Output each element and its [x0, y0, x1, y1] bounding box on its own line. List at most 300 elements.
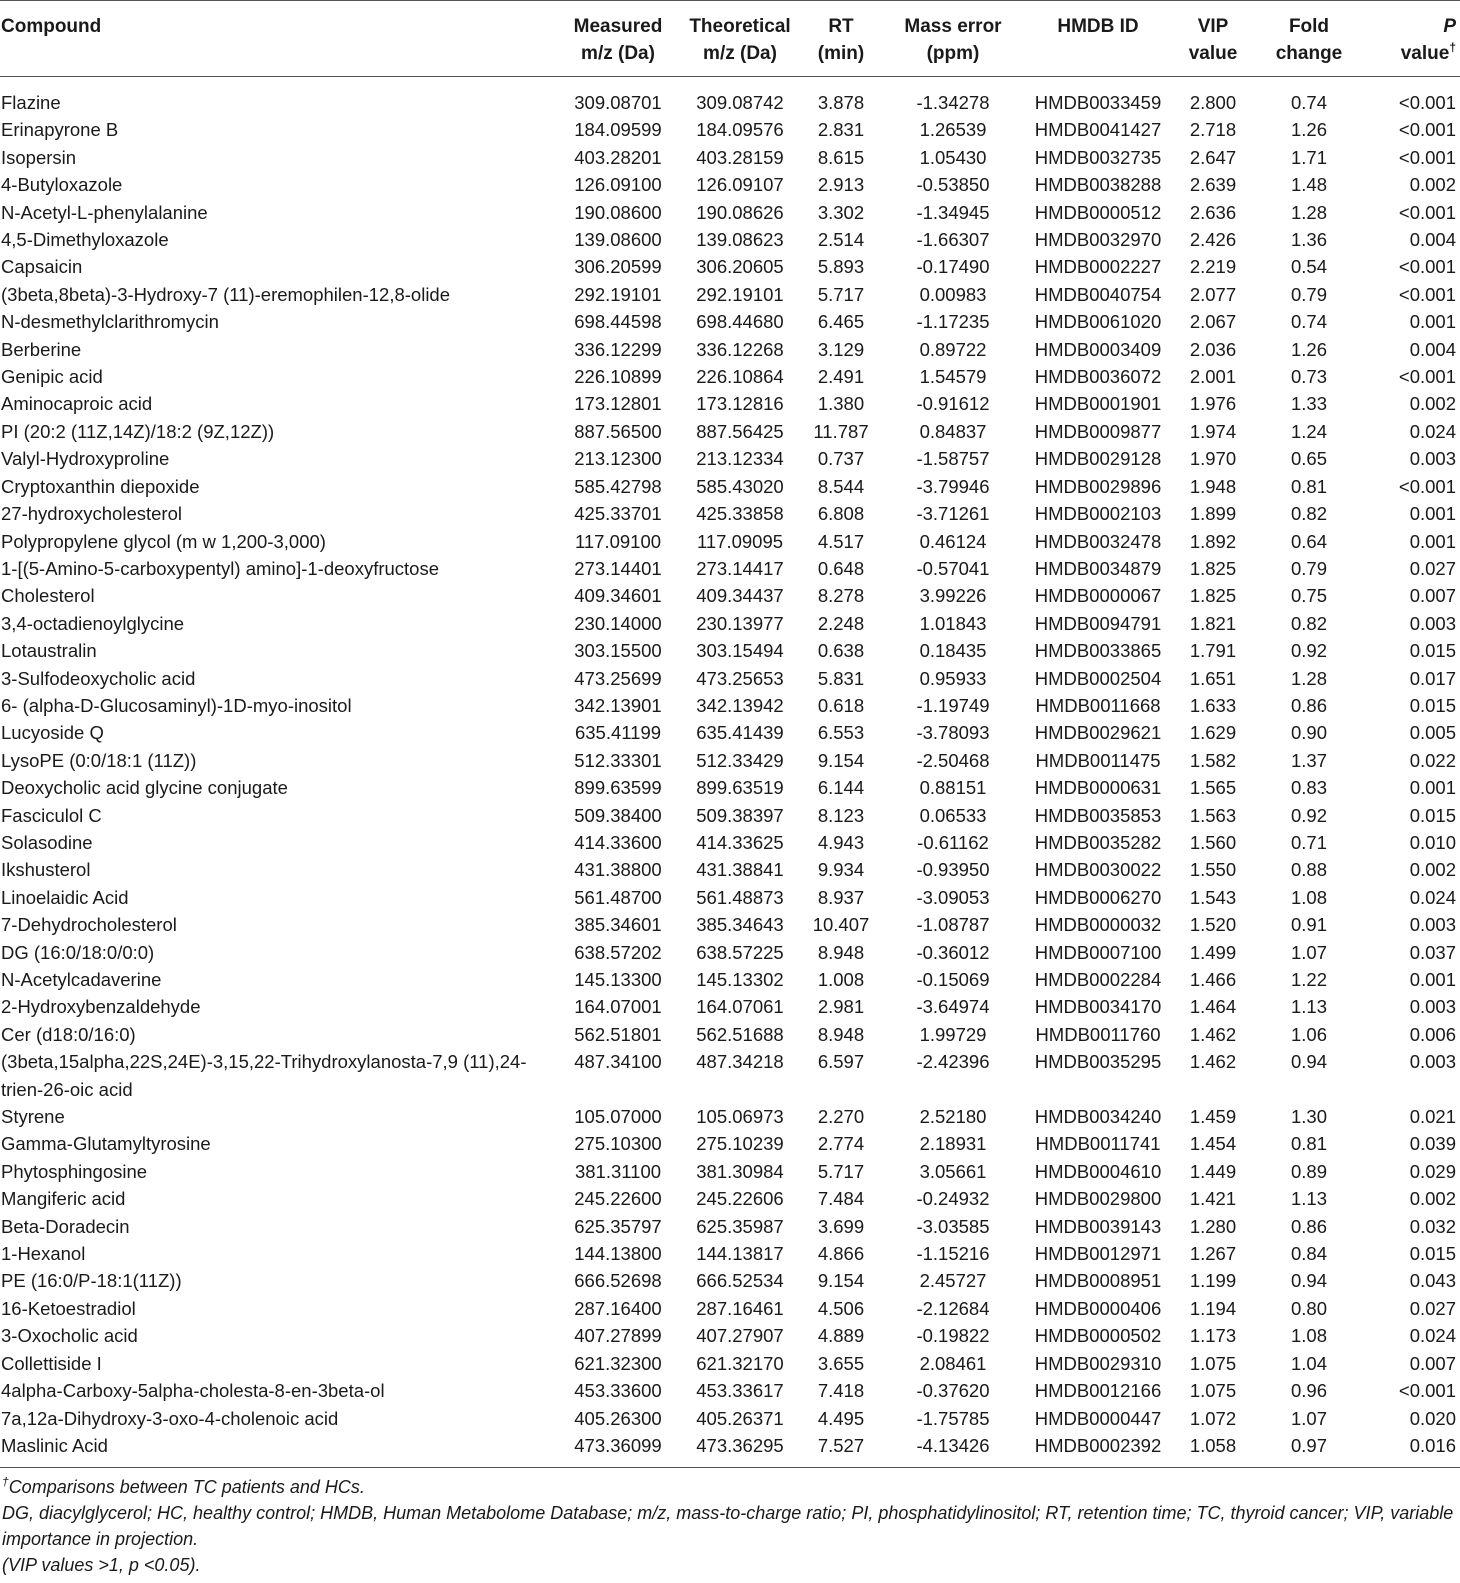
rt-cell: 5.831 — [817, 667, 865, 689]
measured-mz-cell: 230.14000 — [574, 612, 662, 634]
hmdb-id-cell: HMDB0029310 — [1034, 1352, 1162, 1374]
mass-error-cell: 0.00983 — [919, 283, 987, 305]
measured-mz-cell: 275.10300 — [574, 1133, 662, 1155]
theoretical-mz-cell: 405.26371 — [696, 1407, 784, 1429]
theoretical-mz-cell: 635.41439 — [696, 722, 784, 744]
p-value-cell: 0.043 — [1409, 1270, 1456, 1292]
p-value-cell: <0.001 — [1398, 1380, 1456, 1402]
measured-mz-cell: 342.13901 — [574, 694, 662, 716]
table-row — [0, 939, 1460, 966]
mass-error-cell: -1.58757 — [916, 448, 990, 470]
hmdb-id-cell: HMDB0094791 — [1034, 612, 1162, 634]
header-compound: Compound — [0, 1, 560, 77]
mass-error-cell: 3.99226 — [919, 585, 987, 607]
theoretical-mz-cell: 666.52534 — [696, 1270, 784, 1292]
rt-cell: 7.527 — [817, 1434, 865, 1456]
rt-cell: 4.506 — [817, 1297, 865, 1319]
hmdb-id-cell: HMDB0033459 — [1034, 92, 1162, 113]
p-value-cell: <0.001 — [1398, 119, 1456, 141]
measured-mz-cell: 190.08600 — [574, 201, 662, 223]
fold-change-cell: 0.84 — [1290, 1243, 1327, 1265]
theoretical-mz-cell: 407.27907 — [696, 1325, 784, 1347]
rt-cell: 5.717 — [817, 1160, 865, 1182]
mass-error-cell: -0.15069 — [916, 969, 990, 990]
rt-cell: 4.866 — [817, 1243, 865, 1265]
mass-error-cell: -1.34278 — [916, 92, 990, 113]
fold-change-cell: 1.30 — [1290, 1106, 1327, 1128]
theoretical-mz-cell: 625.35987 — [696, 1215, 784, 1237]
rt-cell: 2.913 — [817, 174, 865, 196]
fold-change-cell: 1.13 — [1290, 996, 1327, 1018]
mass-error-cell: -0.61162 — [917, 831, 989, 853]
rt-cell: 6.808 — [817, 503, 865, 525]
hmdb-id-cell: HMDB0041427 — [1034, 119, 1162, 141]
compound-cell: Gamma-Glutamyltyrosine — [1, 1133, 211, 1155]
rt-cell: 8.948 — [817, 1023, 865, 1045]
theoretical-mz-cell: 306.20605 — [696, 256, 784, 278]
hmdb-id-cell: HMDB0011760 — [1035, 1023, 1161, 1045]
fold-change-cell: 1.33 — [1290, 393, 1327, 415]
table-row — [0, 390, 1460, 417]
hmdb-id-cell: HMDB0030022 — [1034, 859, 1162, 881]
rt-cell: 5.893 — [817, 256, 865, 278]
footnote-abbreviations: DG, diacylglycerol; HC, healthy control; HMDB, Human Metabolome Database; m/z, mass-to-charge ratio; PI, phosphatidylinositol; RT, retention time; TC, thyroid cancer; VIP, variable importance in projection. — [2, 1503, 1454, 1550]
rt-cell: 1.008 — [817, 969, 865, 990]
table-row — [0, 1267, 1460, 1294]
table-row — [0, 1048, 1460, 1103]
mass-error-cell: -1.17235 — [916, 311, 990, 333]
vip-value-cell: 1.550 — [1189, 859, 1237, 881]
p-value-cell: 0.006 — [1409, 1023, 1456, 1045]
theoretical-mz-cell: 512.33429 — [696, 749, 784, 771]
p-value-cell: 0.010 — [1409, 831, 1456, 853]
table-row — [0, 144, 1460, 171]
rt-cell: 0.737 — [817, 448, 865, 470]
mass-error-cell: -1.75785 — [916, 1407, 990, 1429]
rt-cell: 0.638 — [817, 640, 865, 662]
hmdb-id-cell: HMDB0000067 — [1034, 585, 1162, 607]
mass-error-cell: -2.42396 — [916, 1051, 990, 1073]
rt-cell: 3.129 — [817, 338, 865, 360]
compound-cell: Beta-Doradecin — [1, 1215, 130, 1237]
vip-value-cell: 1.651 — [1189, 667, 1237, 689]
p-value-cell: 0.020 — [1409, 1407, 1456, 1429]
measured-mz-cell: 405.26300 — [574, 1407, 662, 1429]
table-row — [0, 1185, 1460, 1212]
table-row — [0, 1240, 1460, 1267]
header-vip-value: VIP value — [1168, 1, 1258, 77]
theoretical-mz-cell: 139.08623 — [696, 229, 784, 251]
rt-cell: 7.418 — [817, 1380, 865, 1402]
measured-mz-cell: 509.38400 — [574, 804, 662, 826]
compound-cell: Genipic acid — [1, 366, 103, 388]
mass-error-cell: -3.79946 — [916, 475, 990, 497]
hmdb-id-cell: HMDB0034879 — [1034, 557, 1162, 579]
measured-mz-cell: 666.52698 — [574, 1270, 662, 1292]
p-value-cell: 0.024 — [1409, 1325, 1456, 1347]
mass-error-cell: -4.13426 — [916, 1434, 990, 1456]
compound-cell: 27-hydroxycholesterol — [1, 503, 182, 525]
vip-value-cell: 1.280 — [1189, 1215, 1237, 1237]
table-row — [0, 555, 1460, 582]
p-value-cell: 0.003 — [1409, 448, 1456, 470]
measured-mz-cell: 473.25699 — [574, 667, 662, 689]
theoretical-mz-cell: 273.14417 — [696, 557, 784, 579]
table-row — [0, 884, 1460, 911]
hmdb-id-cell: HMDB0002227 — [1034, 256, 1162, 278]
fold-change-cell: 1.04 — [1290, 1352, 1327, 1374]
vip-value-cell: 1.821 — [1189, 612, 1237, 634]
table-row — [0, 1432, 1460, 1468]
mass-error-cell: 0.46124 — [919, 530, 987, 552]
table-row — [0, 308, 1460, 335]
compound-cell: 3,4-octadienoylglycine — [1, 612, 185, 634]
theoretical-mz-cell: 213.12334 — [696, 448, 784, 470]
theoretical-mz-cell: 105.06973 — [696, 1106, 784, 1128]
vip-value-cell: 1.421 — [1189, 1188, 1237, 1210]
p-value-cell: 0.001 — [1409, 777, 1456, 799]
mass-error-cell: -2.12684 — [916, 1297, 990, 1319]
p-value-cell: 0.004 — [1409, 229, 1456, 251]
theoretical-mz-cell: 126.09107 — [696, 174, 784, 196]
rt-cell: 9.934 — [817, 859, 865, 881]
mass-error-cell: -1.66307 — [916, 229, 990, 251]
mass-error-cell: -0.53850 — [916, 174, 990, 196]
theoretical-mz-cell: 245.22606 — [696, 1188, 784, 1210]
rt-cell: 6.144 — [817, 777, 865, 799]
fold-change-cell: 0.86 — [1290, 1215, 1327, 1237]
theoretical-mz-cell: 473.25653 — [696, 667, 784, 689]
rt-cell: 11.787 — [813, 420, 869, 442]
compound-cell: Berberine — [1, 338, 82, 360]
measured-mz-cell: 431.38800 — [574, 859, 662, 881]
table-row — [0, 747, 1460, 774]
vip-value-cell: 1.825 — [1189, 557, 1237, 579]
measured-mz-cell: 144.13800 — [574, 1243, 662, 1265]
compound-cell: N-Acetyl-L-phenylalanine — [1, 201, 208, 223]
theoretical-mz-cell: 621.32170 — [696, 1352, 784, 1374]
mass-error-cell: -1.19749 — [916, 694, 990, 716]
measured-mz-cell: 226.10899 — [574, 366, 662, 388]
theoretical-mz-cell: 230.13977 — [696, 612, 784, 634]
hmdb-id-cell: HMDB0035853 — [1034, 804, 1162, 826]
measured-mz-cell: 306.20599 — [574, 256, 662, 278]
p-value-cell: 0.002 — [1409, 174, 1456, 196]
compound-cell: 3-Oxocholic acid — [1, 1325, 138, 1347]
rt-cell: 0.618 — [817, 694, 865, 716]
rt-cell: 8.615 — [817, 146, 865, 168]
fold-change-cell: 0.65 — [1290, 448, 1327, 470]
measured-mz-cell: 184.09599 — [574, 119, 662, 141]
measured-mz-cell: 292.19101 — [574, 283, 662, 305]
fold-change-cell: 0.88 — [1290, 859, 1327, 881]
theoretical-mz-cell: 431.38841 — [696, 859, 784, 881]
hmdb-id-cell: HMDB0001901 — [1034, 393, 1162, 415]
hmdb-id-cell: HMDB0004610 — [1034, 1160, 1162, 1182]
compound-cell: N-desmethylclarithromycin — [1, 311, 219, 333]
hmdb-id-cell: HMDB0002392 — [1034, 1434, 1162, 1456]
measured-mz-cell: 561.48700 — [574, 886, 662, 908]
rt-cell: 8.544 — [817, 475, 865, 497]
hmdb-id-cell: HMDB0000512 — [1034, 201, 1162, 223]
table-row — [0, 1213, 1460, 1240]
rt-cell: 3.878 — [817, 92, 865, 113]
table-row — [0, 363, 1460, 390]
hmdb-id-cell: HMDB0029896 — [1034, 475, 1162, 497]
vip-value-cell: 2.001 — [1189, 366, 1237, 388]
mass-error-cell: -0.57041 — [916, 557, 990, 579]
p-value-cell: 0.003 — [1409, 612, 1456, 634]
p-value-cell: 0.037 — [1409, 941, 1456, 963]
p-value-cell: 0.022 — [1409, 749, 1456, 771]
theoretical-mz-cell: 561.48873 — [696, 886, 784, 908]
measured-mz-cell: 117.09100 — [574, 530, 662, 552]
compound-cell: Styrene — [1, 1106, 65, 1128]
p-value-cell: <0.001 — [1398, 92, 1456, 113]
fold-change-cell: 0.71 — [1290, 831, 1327, 853]
compound-cell: Linoelaidic Acid — [1, 886, 129, 908]
rt-cell: 5.717 — [817, 283, 865, 305]
theoretical-mz-cell: 453.33617 — [696, 1380, 784, 1402]
rt-cell: 2.831 — [817, 119, 865, 141]
compound-cell: Ikshusterol — [1, 859, 91, 881]
table-row — [0, 1322, 1460, 1349]
theoretical-mz-cell: 487.34218 — [696, 1051, 784, 1073]
vip-value-cell: 1.560 — [1189, 831, 1237, 853]
fold-change-cell: 1.26 — [1290, 119, 1327, 141]
hmdb-id-cell: HMDB0003409 — [1034, 338, 1162, 360]
theoretical-mz-cell: 414.33625 — [696, 831, 784, 853]
measured-mz-cell: 407.27899 — [574, 1325, 662, 1347]
fold-change-cell: 1.48 — [1290, 174, 1327, 196]
mass-error-cell: -1.08787 — [916, 914, 990, 936]
mass-error-cell: -3.64974 — [916, 996, 990, 1018]
footnote-dagger: †Comparisons between TC patients and HCs. — [2, 1475, 365, 1498]
fold-change-cell: 1.37 — [1290, 749, 1327, 771]
p-value-cell: 0.003 — [1409, 1051, 1456, 1073]
theoretical-mz-cell: 303.15494 — [696, 640, 784, 662]
table-row — [0, 1377, 1460, 1404]
rt-cell: 2.491 — [817, 366, 865, 388]
compound-cell: (3beta,8beta)-3-Hydroxy-7 (11)-eremophilen-12,8-olide — [1, 283, 451, 305]
hmdb-id-cell: HMDB0035282 — [1034, 831, 1162, 853]
compound-cell: PI (20:2 (11Z,14Z)/18:2 (9Z,12Z)) — [1, 420, 275, 442]
mass-error-cell: 3.05661 — [919, 1160, 987, 1182]
fold-change-cell: 1.08 — [1290, 1325, 1327, 1347]
table-row — [0, 993, 1460, 1020]
compound-cell: 3-Sulfodeoxycholic acid — [1, 667, 196, 689]
p-value-cell: 0.027 — [1409, 1297, 1456, 1319]
compound-cell: PE (16:0/P-18:1(11Z)) — [1, 1270, 182, 1292]
hmdb-id-cell: HMDB0034170 — [1034, 996, 1162, 1018]
mass-error-cell: -0.19822 — [916, 1325, 990, 1347]
p-value-cell: <0.001 — [1398, 256, 1456, 278]
table-row — [0, 500, 1460, 527]
fold-change-cell: 1.28 — [1290, 667, 1327, 689]
header-rt: RT (min) — [804, 1, 878, 77]
mass-error-cell: 0.18435 — [919, 640, 987, 662]
compound-cell: 4-Butyloxazole — [1, 174, 123, 196]
hmdb-id-cell: HMDB0011668 — [1035, 694, 1161, 716]
vip-value-cell: 1.892 — [1189, 530, 1237, 552]
hmdb-id-cell: HMDB0061020 — [1034, 311, 1162, 333]
header-fold-change: Fold change — [1258, 1, 1360, 77]
hmdb-id-cell: HMDB0002103 — [1034, 503, 1162, 525]
fold-change-cell: 1.13 — [1290, 1188, 1327, 1210]
fold-change-cell: 0.74 — [1290, 92, 1327, 113]
theoretical-mz-cell: 638.57225 — [696, 941, 784, 963]
fold-change-cell: 1.06 — [1290, 1023, 1327, 1045]
vip-value-cell: 1.948 — [1189, 475, 1237, 497]
mass-error-cell: -3.78093 — [916, 722, 990, 744]
theoretical-mz-cell: 117.09095 — [696, 530, 784, 552]
hmdb-id-cell: HMDB0006270 — [1034, 886, 1162, 908]
p-value-cell: 0.021 — [1409, 1106, 1456, 1128]
compound-cell: Polypropylene glycol (m w 1,200-3,000) — [1, 530, 326, 552]
vip-value-cell: 1.462 — [1189, 1023, 1237, 1045]
hmdb-id-cell: HMDB0038288 — [1034, 174, 1162, 196]
table-row — [0, 1103, 1460, 1130]
hmdb-id-cell: HMDB0000406 — [1034, 1297, 1162, 1319]
fold-change-cell: 0.81 — [1290, 475, 1327, 497]
fold-change-cell: 0.79 — [1290, 557, 1327, 579]
vip-value-cell: 2.036 — [1189, 338, 1237, 360]
theoretical-mz-cell: 403.28159 — [696, 146, 784, 168]
mass-error-cell: 2.08461 — [919, 1352, 987, 1374]
fold-change-cell: 0.80 — [1290, 1297, 1327, 1319]
mass-error-cell: -3.71261 — [916, 503, 990, 525]
vip-value-cell: 2.639 — [1189, 174, 1237, 196]
vip-value-cell: 1.565 — [1189, 777, 1237, 799]
table-row — [0, 774, 1460, 801]
header-p-value: P value† — [1360, 1, 1460, 77]
rt-cell: 2.270 — [817, 1106, 865, 1128]
theoretical-mz-cell: 144.13817 — [696, 1243, 784, 1265]
hmdb-id-cell: HMDB0035295 — [1034, 1051, 1162, 1073]
fold-change-cell: 1.71 — [1290, 146, 1327, 168]
hmdb-id-cell: HMDB0007100 — [1034, 941, 1162, 963]
measured-mz-cell: 273.14401 — [574, 557, 662, 579]
vip-value-cell: 1.075 — [1189, 1352, 1237, 1374]
p-value-cell: <0.001 — [1398, 201, 1456, 223]
table-row — [0, 1130, 1460, 1157]
fold-change-cell: 0.86 — [1290, 694, 1327, 716]
compound-cell: Lotaustralin — [1, 640, 97, 662]
fold-change-cell: 1.26 — [1290, 338, 1327, 360]
fold-change-cell: 0.92 — [1290, 640, 1327, 662]
p-value-cell: 0.004 — [1409, 338, 1456, 360]
measured-mz-cell: 887.56500 — [574, 420, 662, 442]
rt-cell: 7.484 — [817, 1188, 865, 1210]
vip-value-cell: 1.974 — [1189, 420, 1237, 442]
rt-cell: 4.889 — [817, 1325, 865, 1347]
rt-cell: 4.495 — [817, 1407, 865, 1429]
rt-cell: 0.648 — [817, 557, 865, 579]
fold-change-cell: 1.08 — [1290, 886, 1327, 908]
fold-change-cell: 0.94 — [1290, 1051, 1327, 1073]
fold-change-cell: 1.07 — [1290, 941, 1327, 963]
hmdb-id-cell: HMDB0012166 — [1034, 1380, 1162, 1402]
hmdb-id-cell: HMDB0009877 — [1034, 420, 1162, 442]
mass-error-cell: 2.18931 — [919, 1133, 987, 1155]
p-value-cell: <0.001 — [1398, 475, 1456, 497]
vip-value-cell: 1.582 — [1189, 749, 1237, 771]
rt-cell: 4.943 — [817, 831, 865, 853]
theoretical-mz-cell: 342.13942 — [696, 694, 784, 716]
vip-value-cell: 1.563 — [1189, 804, 1237, 826]
table-row — [0, 336, 1460, 363]
theoretical-mz-cell: 698.44680 — [696, 311, 784, 333]
mass-error-cell: 1.54579 — [919, 366, 987, 388]
rt-cell: 3.302 — [817, 201, 865, 223]
mass-error-cell: -0.17490 — [916, 256, 990, 278]
rt-cell: 9.154 — [817, 749, 865, 771]
vip-value-cell: 1.520 — [1189, 914, 1237, 936]
compound-cell: Flazine — [1, 92, 61, 113]
theoretical-mz-cell: 190.08626 — [696, 201, 784, 223]
mass-error-cell: 1.05430 — [919, 146, 987, 168]
measured-mz-cell: 245.22600 — [574, 1188, 662, 1210]
mass-error-cell: -0.24932 — [916, 1188, 990, 1210]
theoretical-mz-cell: 562.51688 — [696, 1023, 784, 1045]
header-hmdb-id: HMDB ID — [1028, 1, 1168, 77]
measured-mz-cell: 512.33301 — [574, 749, 662, 771]
table-row — [0, 77, 1460, 117]
fold-change-cell: 0.92 — [1290, 804, 1327, 826]
rt-cell: 2.981 — [817, 996, 865, 1018]
theoretical-mz-cell: 336.12268 — [696, 338, 784, 360]
p-value-cell: 0.001 — [1409, 969, 1456, 990]
table-row — [0, 665, 1460, 692]
mass-error-cell: 1.26539 — [919, 119, 987, 141]
vip-value-cell: 1.976 — [1189, 393, 1237, 415]
p-value-cell: 0.016 — [1409, 1434, 1456, 1456]
measured-mz-cell: 139.08600 — [574, 229, 662, 251]
mass-error-cell: -0.93950 — [916, 859, 990, 881]
vip-value-cell: 1.466 — [1189, 969, 1237, 990]
compound-cell: DG (16:0/18:0/0:0) — [1, 941, 155, 963]
rt-cell: 2.248 — [817, 612, 865, 634]
table-row — [0, 445, 1460, 472]
hmdb-id-cell: HMDB0029621 — [1034, 722, 1162, 744]
p-value-cell: 0.002 — [1409, 393, 1456, 415]
p-value-cell: 0.015 — [1409, 640, 1456, 662]
vip-value-cell: 2.647 — [1189, 146, 1237, 168]
fold-change-cell: 0.64 — [1290, 530, 1327, 552]
vip-value-cell: 1.194 — [1189, 1297, 1237, 1319]
vip-value-cell: 1.199 — [1189, 1270, 1237, 1292]
hmdb-id-cell: HMDB0011741 — [1035, 1133, 1161, 1155]
hmdb-id-cell: HMDB0011475 — [1035, 749, 1161, 771]
fold-change-cell: 0.74 — [1290, 311, 1327, 333]
hmdb-id-cell: HMDB0039143 — [1034, 1215, 1162, 1237]
vip-value-cell: 1.791 — [1189, 640, 1237, 662]
compound-cell: Collettiside I — [1, 1352, 102, 1374]
p-value-cell: 0.007 — [1409, 1352, 1456, 1374]
vip-value-cell: 1.449 — [1189, 1160, 1237, 1182]
p-value-cell: 0.017 — [1409, 667, 1456, 689]
table-row — [0, 418, 1460, 445]
compound-cell: Capsaicin — [1, 256, 83, 278]
p-value-cell: <0.001 — [1398, 283, 1456, 305]
rt-cell: 8.948 — [817, 941, 865, 963]
table-row — [0, 199, 1460, 226]
vip-value-cell: 2.636 — [1189, 201, 1237, 223]
rt-cell: 2.514 — [817, 229, 865, 251]
p-value-cell: 0.003 — [1409, 914, 1456, 936]
mass-error-cell: -1.15216 — [916, 1243, 990, 1265]
fold-change-cell: 1.28 — [1290, 201, 1327, 223]
